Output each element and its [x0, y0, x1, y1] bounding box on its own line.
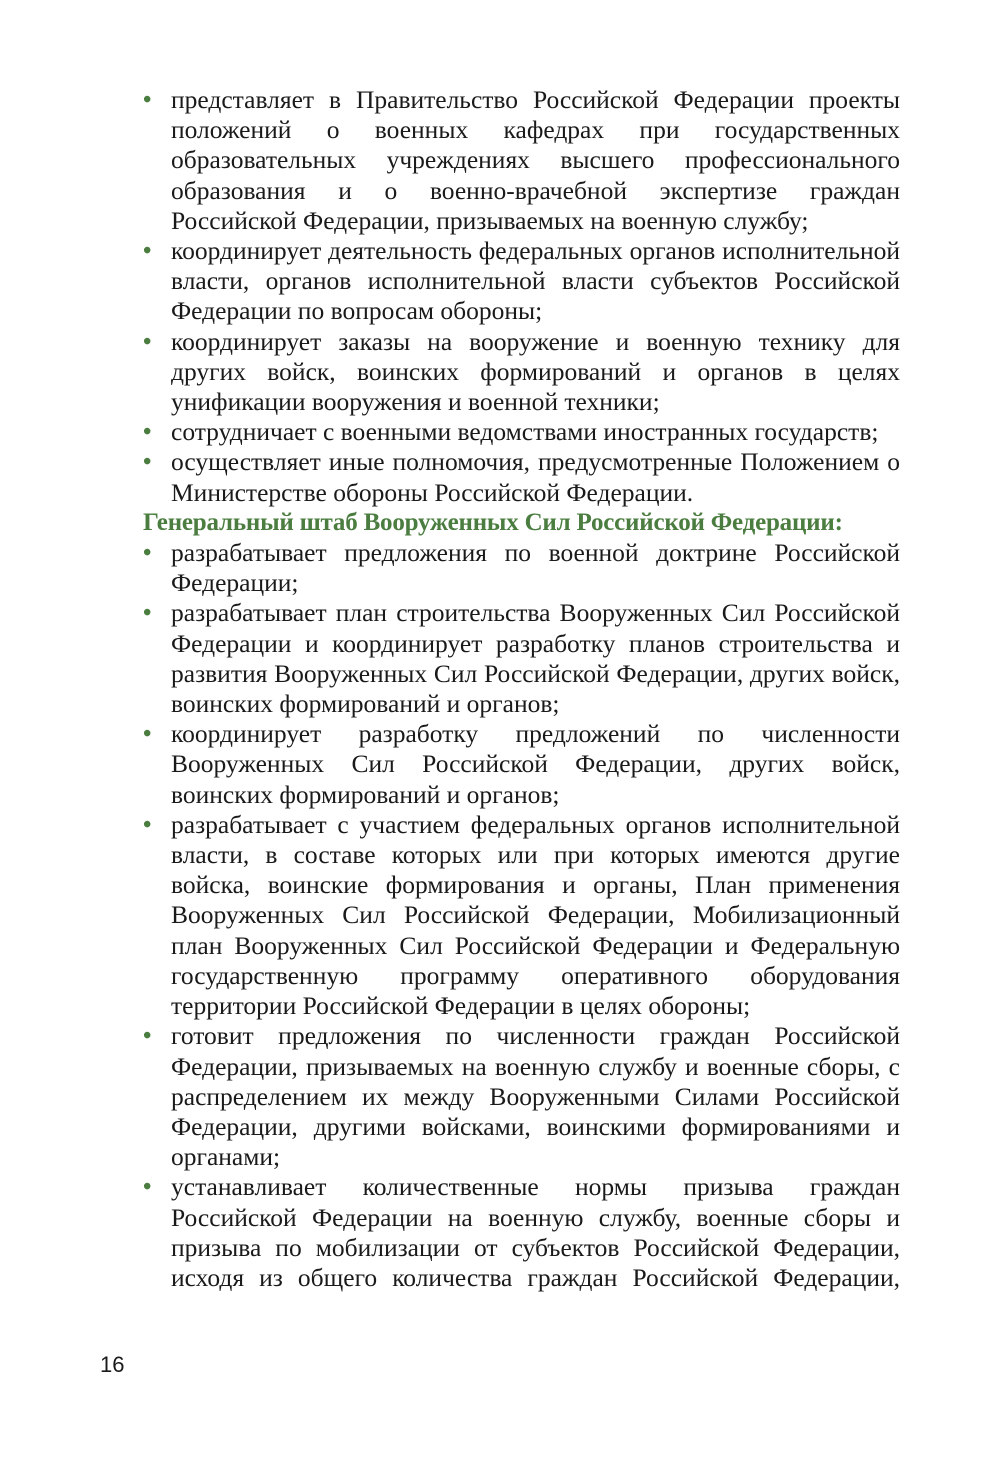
bullet-icon: •	[143, 721, 152, 748]
bullet-icon: •	[143, 238, 152, 265]
list-item	[143, 236, 900, 327]
list-item-text: координирует заказы на вооружение и военную технику для других войск, воинских формирований и органов в целях унификации вооружения и военной техники;	[171, 326, 900, 417]
list-item	[143, 447, 900, 507]
list-item	[143, 719, 900, 810]
list-item-text: представляет в Правительство Российской Федерации проекты положений о военных кафедрах при государственных образовательных учреждениях высшего профессионального образования и о военно-врачебной экспертизе граждан Российской Федерации, призываемых на военную службу;	[171, 85, 900, 235]
bullet-icon: •	[143, 419, 152, 446]
page-number: 16	[100, 1352, 125, 1377]
bullet-icon: •	[143, 600, 152, 627]
bullet-icon: •	[143, 328, 152, 355]
bullet-icon: •	[143, 449, 152, 476]
list-item-text: разрабатывает план строительства Вооруженных Сил Российской Федерации и координирует разработку планов строительства и развития Вооруженных Сил Российской Федерации, других войск, воинских формирований и органов;	[171, 598, 900, 719]
list-item	[143, 810, 900, 1021]
list-item-text: устанавливает количественные нормы призыва граждан Российской Федерации на военную службу, военные сборы и призыва по мобилизации от субъектов Российской Федерации, исходя из общего количества граждан Российской Федерации,	[171, 1172, 900, 1292]
list-item-text: разрабатывает с участием федеральных органов исполнительной власти, в составе которых или при которых имеются другие войска, воинские формирования и органы, План применения Вооруженных Сил Российской Федерации, Мобилизационный план Вооруженных Сил Российской Федерации и Федеральную государственную программу оперативного оборудования территории Российской Федерации в целях обороны;	[171, 809, 900, 1021]
bullet-icon: •	[143, 1174, 152, 1201]
list-item	[143, 417, 900, 447]
list-item-text: осуществляет иные полномочия, предусмотренные Положением о Министерстве обороны Российской Федерации.	[171, 447, 900, 507]
bullet-icon: •	[143, 1023, 152, 1050]
list-item-text: координирует деятельность федеральных органов исполнительной власти, органов исполнительной власти субъектов Российской Федерации по вопросам обороны;	[171, 236, 900, 326]
list-item	[143, 1021, 900, 1172]
bullet-list-general-staff	[143, 538, 900, 1293]
section-heading-general-staff: Генеральный штаб Вооруженных Сил Российской Федерации:	[143, 508, 843, 536]
list-item-text: разрабатывает предложения по военной доктрине Российской Федерации;	[171, 538, 900, 598]
bullet-icon: •	[143, 540, 152, 567]
list-item	[143, 1172, 900, 1293]
page-content	[143, 85, 900, 1293]
list-item	[143, 327, 900, 418]
bullet-list-ministry	[143, 85, 900, 508]
bullet-icon: •	[143, 87, 152, 113]
list-item-text: координирует разработку предложений по численности Вооруженных Сил Российской Федерации, других войск, воинских формирований и органов;	[171, 719, 900, 809]
list-item-text: готовит предложения по численности граждан Российской Федерации, призываемых на военную службу и военные сборы, с распределением их между Вооруженными Силами Российской Федерации, другими войсками, воинскими формированиями и органами;	[171, 1021, 900, 1172]
list-item	[143, 598, 900, 719]
list-item-text: сотрудничает с военными ведомствами иностранных государств;	[171, 417, 879, 447]
bullet-icon: •	[143, 811, 152, 838]
list-item	[143, 538, 900, 598]
list-item	[143, 85, 900, 236]
